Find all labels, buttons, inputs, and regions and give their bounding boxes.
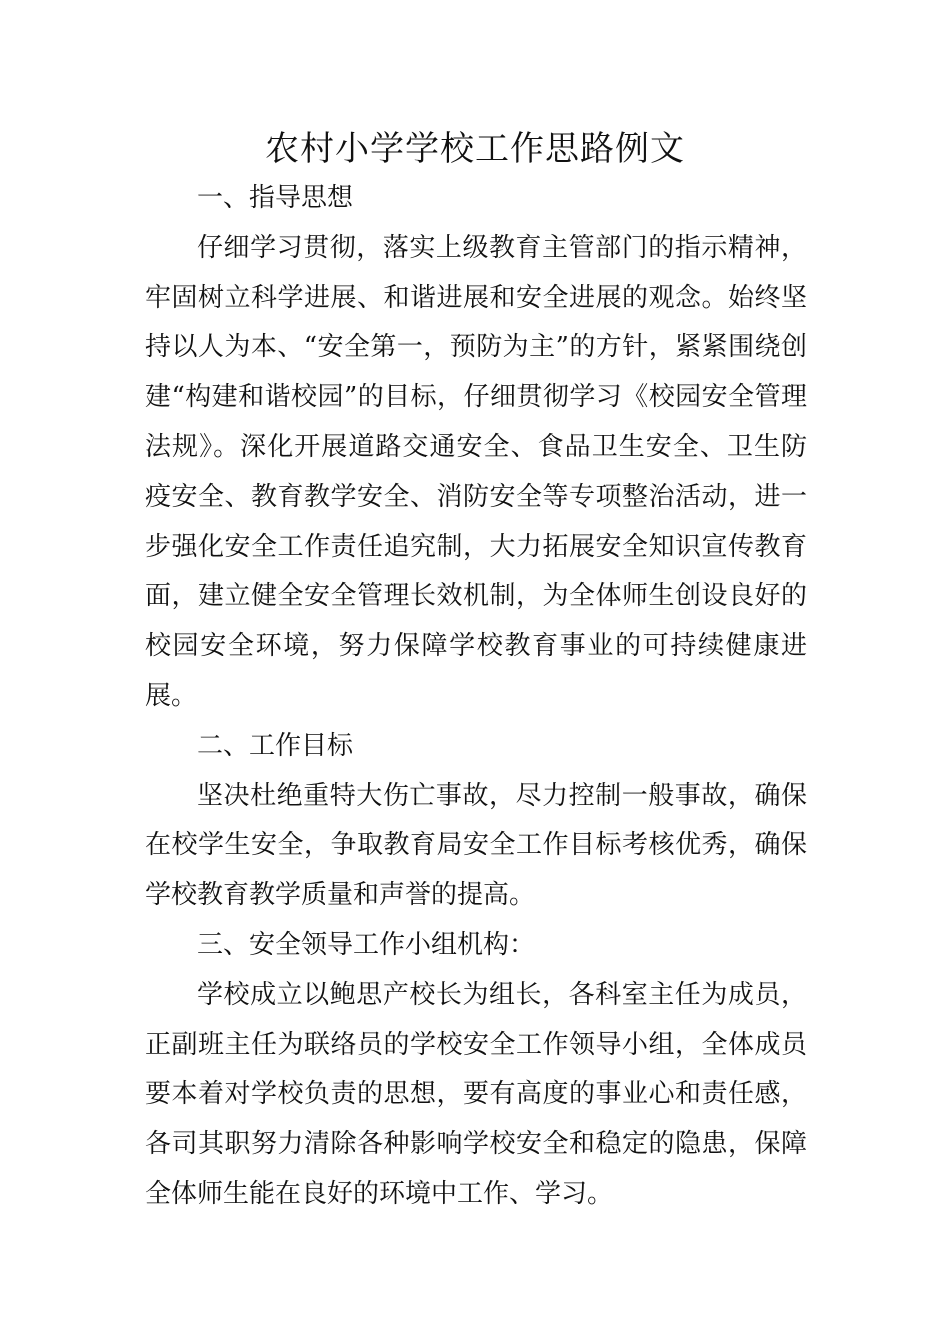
section-paragraph-work-goals: 坚决杜绝重特大伤亡事故，尽力控制一般事故，确保在校学生安全，争取教育局安全工作目标考核优秀，确保学校教育教学质量和声誉的提高。	[145, 780, 807, 911]
section-heading-guiding-ideology: 一、指导思想	[197, 183, 354, 213]
section-paragraph-guiding-ideology: 仔细学习贯彻，落实上级教育主管部门的指示精神，牢固树立科学进展、和谐进展和安全进展的观念。始终坚持以人为本、“安全第一，预防为主”的方针，紧紧围绕创建“构建和谐校园”的目标，仔细贯彻学习《校园安全管理法规》。深化开展道路交通安全、食品卫生安全、卫生防疫安全、教育教学安全、消防安全等专项整治活动，进一步强化安全工作责任追究制，大力拓展安全知识宣传教育面，建立健全安全管理长效机制，为全体师生创设良好的校园安全环境，努力保障学校教育事业的可持续健康进展。	[145, 232, 807, 711]
document-body	[145, 174, 807, 1220]
section-heading-work-goals: 二、工作目标	[197, 730, 354, 761]
document-title: 农村小学学校工作思路例文	[265, 129, 685, 169]
section-paragraph-safety-leadership-group: 学校成立以鲍思产校长为组长，各科室主任为成员，正副班主任为联络员的学校安全工作领导小组，全体成员要本着对学校负责的思想，要有高度的事业心和责任感，各司其职努力清除各种影响学校安全和稳定的隐患，保障全体师生能在良好的环境中工作、学习。	[145, 979, 807, 1209]
section-heading-safety-leadership-group: 三、安全领导工作小组机构：	[197, 929, 536, 960]
